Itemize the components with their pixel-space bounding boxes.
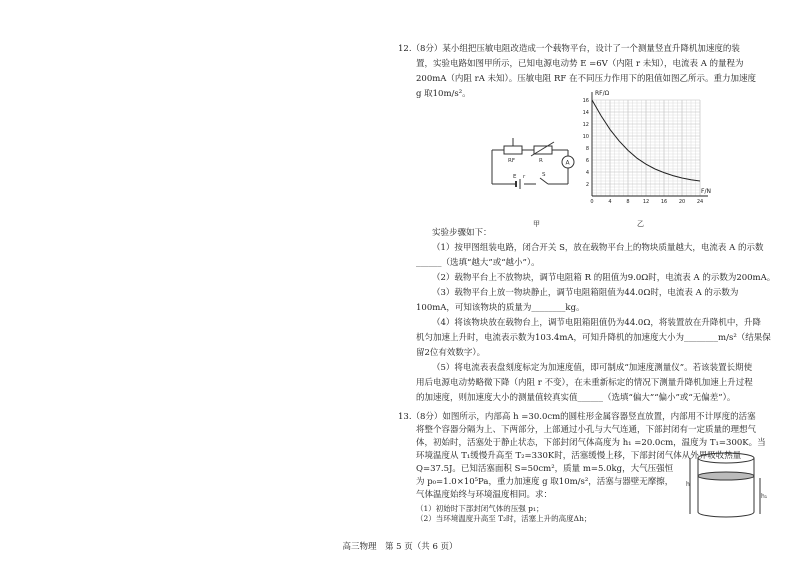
fig-label-h: h — [686, 481, 690, 488]
cylinder-figure — [686, 452, 768, 520]
x-tick-label: 24 — [696, 199, 704, 205]
q12-step-line-4: （3）载物平台上放一物块静止，调节电阻箱阻值为44.0Ω时，电流表 A 的示数为 — [432, 288, 739, 298]
q13-line-5: Q=37.5J。已知活塞面积 S=50cm²，质量 m=5.0kg，大气压强恒 — [416, 464, 674, 474]
q13-line-2: 将整个容器分隔为上、下两部分，上部通过小孔与大气连通，下部封闭有一定质量的理想气 — [416, 425, 757, 435]
x-tick-label: 20 — [678, 199, 686, 205]
q12-step-line-3: （2）载物平台上不放物块，调节电阻箱 R 的阻值为9.0Ω时，电流表 A 的示数为200mA。 — [432, 273, 776, 283]
q13-line-9: （2）当环境温度升高至 T₂时，活塞上升的高度Δh； — [416, 514, 592, 523]
q12-step-line-8: 留2位有效数字）。 — [416, 348, 486, 358]
q12-step-line-1: （1）按甲图组装电路，闭合开关 S，放在载物平台上的物块质量越大，电流表 A 的示数 — [432, 243, 764, 253]
q12-step-line-10: 用后电源电动势略微下降（内阻 r 不变），在未重新标定的情况下测量升降机加速上升过程 — [416, 378, 753, 388]
q12-line-4: g 取10m/s²。 — [416, 89, 471, 99]
fig-jia-caption: 甲 — [533, 220, 540, 228]
circuit-label-rf: RF — [508, 158, 515, 164]
q12-step-line-2: ______（选填“越大”或“越小”）。 — [416, 258, 540, 268]
x-tick-label: 16 — [660, 199, 668, 205]
y-tick-label: 2 — [585, 182, 589, 188]
q13-line-1: 13.（8分）如图所示，内部高 h =30.0cm的圆柱形金属容器竖直放置，内部用不计厚度的活塞 — [398, 412, 756, 422]
y-tick-label: 8 — [585, 146, 589, 152]
circuit-label-s: S — [542, 172, 546, 178]
circuit-label-e: E — [513, 174, 517, 180]
y-tick-label: 4 — [585, 170, 589, 176]
piston — [698, 472, 754, 480]
rf-resistor — [504, 146, 522, 154]
fig-label-h1: h₁ — [761, 493, 768, 500]
y-tick-label: 16 — [582, 98, 589, 104]
x-axis-label: F/N — [701, 188, 711, 195]
q13-line-4: 环境温度从 T₁缓慢升高至 T₂=330K时，活塞缓慢上移，下部封闭气体从外界吸收热量 — [416, 451, 742, 461]
y-tick-label: 12 — [582, 122, 589, 128]
circuit-diagram — [486, 138, 578, 198]
circuit-label-r: R — [539, 158, 543, 164]
q12-step-line-7: 机匀加速上升时，电流表示数为103.4mA，可知升降机的加速度大小为________m/s²（结果保 — [416, 333, 771, 343]
page-footer: 高三物理 第 5 页（共 6 页） — [342, 542, 458, 552]
q12-line-3: 200mA（内阻 rA 未知）。压敏电阻 RF 在不同压力作用下的阻值如图乙所示。重力加速度 — [416, 74, 756, 84]
q12-step-line-9: （5）将电流表表盘刻度标定为加速度值，即可制成“加速度测量仪”。若该装置长期使 — [432, 363, 753, 373]
q12-step-line-5: 100mA，可知该物块的质量为________kg。 — [416, 303, 585, 313]
y-tick-label: 14 — [582, 110, 589, 116]
q13-line-6: 为 p₀=1.0×10⁵Pa，重力加速度 g 取10m/s²，活塞与器壁无摩擦， — [416, 477, 674, 487]
y-tick-label: 6 — [585, 158, 589, 164]
y-axis-label: RF/Ω — [595, 90, 610, 97]
q13-line-3: 体，初始时，活塞处于静止状态，下部封闭气体高度为 h₁ =20.0cm，温度为 T₁=300K。当 — [416, 438, 766, 448]
x-tick-label: 4 — [608, 199, 612, 205]
fig-yi-caption: 乙 — [637, 220, 644, 228]
x-tick-label: 8 — [626, 199, 630, 205]
q12-step-line-11: 的加速度，则加速度大小的测量值较真实值______（选填“偏大”“偏小”或“无偏差”）。 — [416, 393, 736, 403]
x-tick-label: 0 — [590, 199, 594, 205]
q12-line-2: 置，实验电路如图甲所示，已知电源电动势 E =6V（内阻 r 未知），电流表 A 的量程为 — [416, 59, 744, 69]
q13-line-8: （1）初始时下部封闭气体的压强 p₁； — [416, 504, 544, 513]
q12-line-1: 12.（8分）某小组把压敏电阻改造成一个载物平台，设计了一个测量竖直升降机加速度的装 — [398, 44, 740, 54]
x-tick-label: 12 — [642, 199, 650, 205]
switch — [540, 178, 548, 184]
rf-force-chart — [570, 86, 720, 214]
circuit-label-a: A — [565, 159, 570, 167]
circuit-label-r-int: r — [523, 174, 526, 180]
y-tick-label: 10 — [582, 134, 589, 140]
q12-step-line-6: （4）将该物块放在载物台上，调节电阻箱阻值仍为44.0Ω，将装置放在升降机中，升降 — [432, 318, 761, 328]
q12-steps-title: 实验步骤如下： — [432, 228, 492, 238]
q13-line-7: 气体温度始终与环境温度相同。求： — [416, 490, 553, 500]
